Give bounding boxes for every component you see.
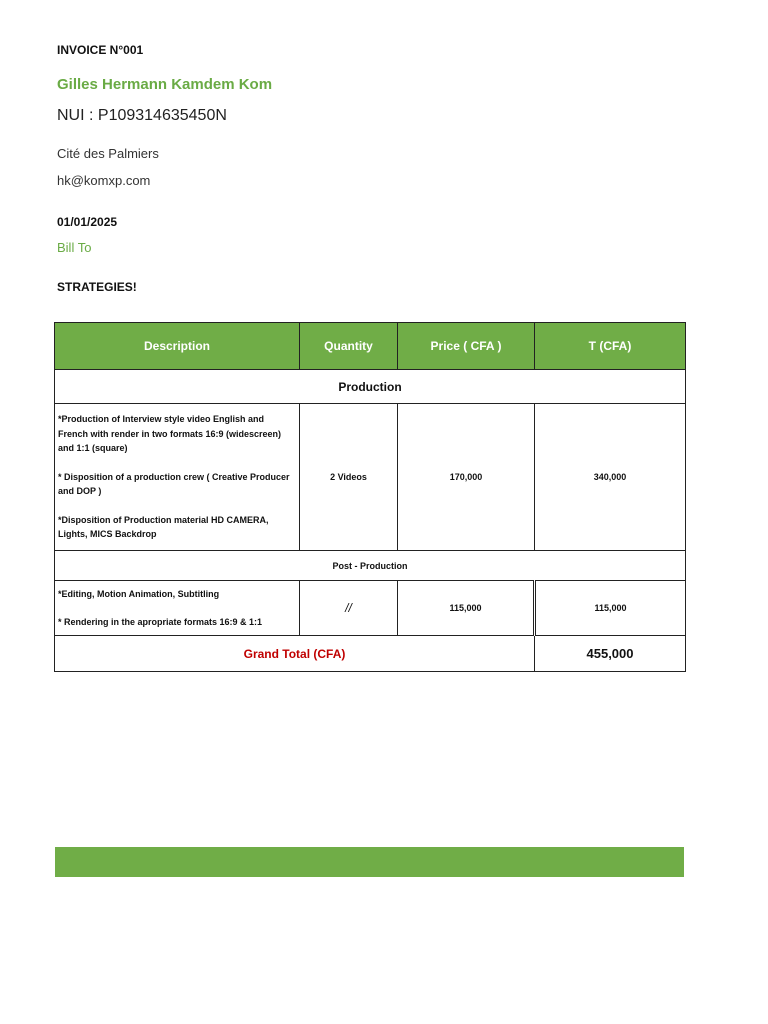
invoice-table (54, 322, 686, 672)
invoice-title: INVOICE N°001 (57, 43, 144, 57)
description-line: *Production of Interview style video English and French with render in two formats 16:9 (widescreen) and 1:1 (square) (58, 414, 282, 454)
header-quantity: Quantity (300, 323, 398, 370)
table-row (55, 581, 686, 636)
issuer-name: Gilles Hermann Kamdem Kom (57, 76, 273, 93)
grand-total-label: Grand Total (CFA) (55, 636, 535, 672)
grand-total-row (55, 636, 686, 672)
issuer-email[interactable]: hk@komxp.com (57, 173, 151, 188)
description-line: *Disposition of Production material HD CAMERA, Lights, MICS Backdrop (58, 514, 269, 540)
client-name: STRATEGIES! (57, 280, 137, 294)
item-quantity: // (300, 581, 398, 636)
table-header-row (55, 323, 686, 370)
description-line: *Editing, Motion Animation, Subtitling (58, 588, 220, 599)
header-description: Description (55, 323, 300, 370)
header-total: T (CFA) (535, 323, 686, 370)
table-row (55, 404, 686, 551)
section-row-production (55, 370, 686, 404)
invoice-date: 01/01/2025 (57, 215, 118, 229)
bill-to-label: Bill To (57, 240, 92, 255)
grand-total-value: 455,000 (535, 636, 686, 672)
item-description (55, 581, 300, 636)
description-line: * Disposition of a production crew ( Creative Producer and DOP ) (58, 471, 290, 497)
item-price: 115,000 (398, 581, 535, 636)
item-total: 115,000 (535, 581, 686, 636)
issuer-nui: NUI : P109314635450N (57, 107, 227, 124)
section-row-post-production (55, 551, 686, 581)
item-total: 340,000 (535, 404, 686, 551)
footer-bar (55, 847, 684, 877)
description-line: * Rendering in the apropriate formats 16:9 & 1:1 (58, 617, 263, 627)
item-quantity: 2 Videos (300, 404, 398, 551)
section-title: Production (55, 370, 686, 404)
header-price: Price ( CFA ) (398, 323, 535, 370)
item-price: 170,000 (398, 404, 535, 551)
item-description (55, 404, 300, 551)
issuer-address: Cité des Palmiers (57, 146, 159, 161)
section-title: Post - Production (55, 551, 686, 581)
